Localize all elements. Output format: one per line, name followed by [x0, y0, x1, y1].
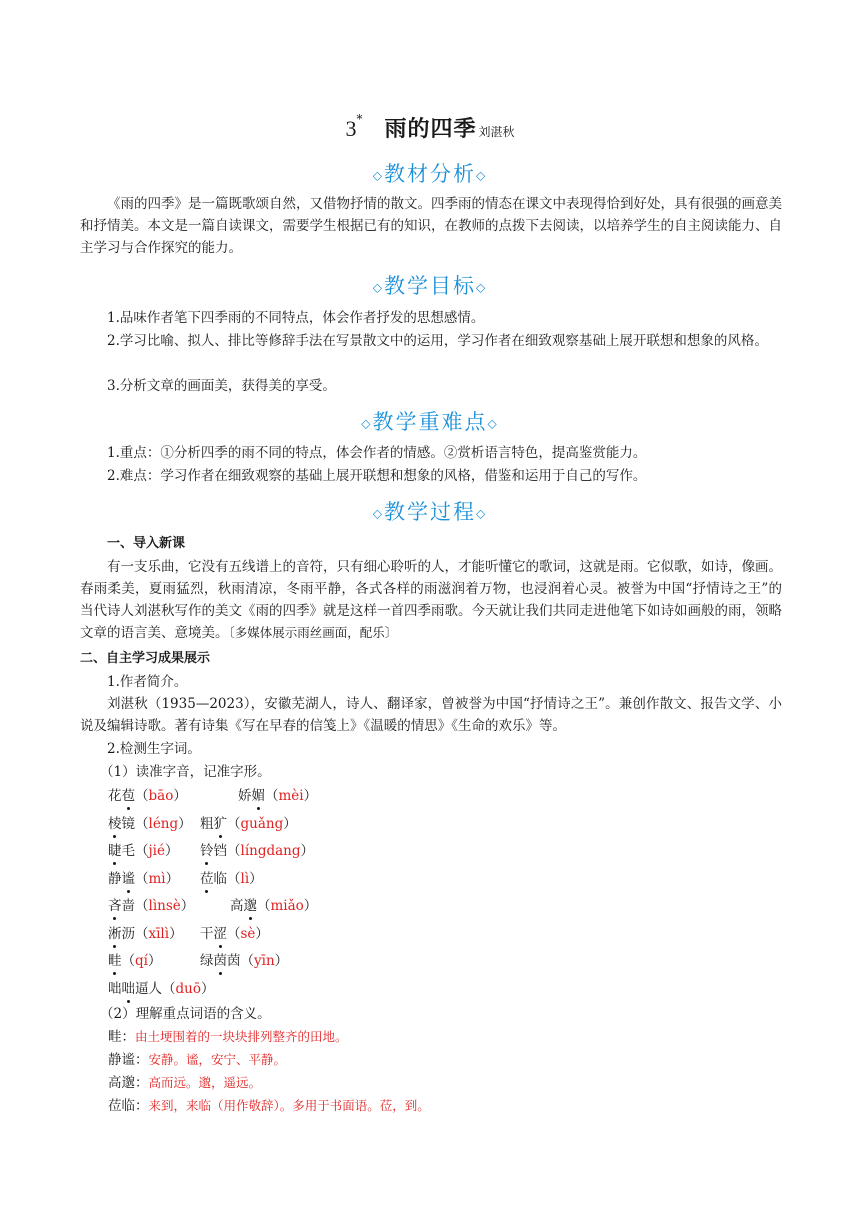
- pinyin: （guǎng）: [227, 815, 297, 832]
- word-text: 铛: [213, 843, 227, 859]
- section-title: 教学目标: [384, 274, 476, 298]
- sub-item-pronunciation: （1）读准字音，记准字形。: [100, 764, 271, 780]
- vocab-word: [108, 978, 214, 1000]
- word-text: 毛: [121, 843, 135, 859]
- word-text: 静: [108, 870, 122, 887]
- sub-item-meaning: （2）理解重点词语的含义。: [100, 1006, 271, 1022]
- definition-item: [108, 1095, 430, 1117]
- lesson-number: 3: [345, 116, 357, 141]
- target-character: 棱: [108, 813, 122, 835]
- vocab-word: [200, 868, 263, 890]
- pinyin: （língdang）: [227, 843, 314, 859]
- intro-paragraph: [80, 556, 782, 644]
- diamond-icon: ◇: [372, 280, 384, 295]
- pinyin: （mì）: [135, 870, 180, 887]
- author-paragraph: 刘湛秋（1935—2023），安徽芜湖人，诗人、翻译家，曾被誉为中国“抒情诗之王”。兼创作散文、报告文学、小说及编辑诗歌。著有诗集《写在早春的信笺上》《温暖的情思》《生命的欢乐》等。: [80, 696, 782, 734]
- target-character: 铃: [200, 840, 214, 862]
- definition-item: [108, 1049, 286, 1071]
- diamond-icon: ◇: [476, 280, 488, 295]
- diamond-icon: ◇: [487, 416, 499, 431]
- vocab-word: [108, 950, 161, 972]
- diamond-icon: ◇: [361, 416, 373, 431]
- diamond-icon: ◇: [372, 168, 384, 183]
- section-heading-analysis: [0, 158, 860, 188]
- part2-heading: 二、自主学习成果展示: [80, 651, 211, 666]
- pinyin: （miǎo）: [257, 898, 318, 914]
- target-character: 犷: [214, 813, 228, 835]
- definition-item: [108, 1072, 261, 1094]
- pinyin: （jié）: [135, 843, 179, 859]
- keypoint-item: 2.难点：学习作者在细致观察的基础上展开联想和想象的风格，借鉴和运用于自己的写作。: [107, 468, 647, 484]
- section-title: 教材分析: [384, 162, 476, 186]
- section-title: 教学重难点: [372, 410, 488, 434]
- pinyin: （qí）: [121, 953, 162, 969]
- analysis-paragraph: 《雨的四季》是一篇既歌颂自然，又借物抒情的散文。四季雨的情态在课文中表现得恰到好处，具有很强的画意美和抒情美。本文是一篇自读课文，需要学生根据已有的知识，在教师的点拨下去阅读，以培养学生的自主阅读能力、自主学习与合作探究的能力。: [80, 196, 782, 256]
- vocab-word: [108, 895, 194, 917]
- word-text: 沥: [121, 925, 135, 942]
- pinyin: （yīn）: [240, 953, 289, 969]
- keypoint-item: 1.重点：①分析四季的雨不同的特点，体会作者的情感。②赏析语言特色，提高鉴赏能力。: [107, 445, 647, 461]
- vocab-word: [108, 923, 183, 945]
- word-text: 高: [230, 898, 244, 914]
- vocab-word: [200, 923, 269, 945]
- target-character: 莅: [200, 868, 214, 890]
- author-name: 刘湛秋: [478, 125, 515, 139]
- target-character: 邈: [244, 895, 258, 917]
- section-heading-process: [0, 496, 860, 526]
- definition-term: 静谧：: [108, 1052, 149, 1068]
- word-text: 逼人: [135, 980, 162, 997]
- vocab-word: [108, 785, 187, 807]
- media-note: 〔多媒体展示雨丝画面，配乐〕: [228, 625, 398, 640]
- word-text: 粗: [200, 815, 214, 832]
- definition-text: 高而远。邈，遥远。: [148, 1075, 262, 1090]
- section-heading-keypoints: [0, 406, 860, 436]
- vocab-word: [200, 813, 297, 835]
- word-text: 娇: [238, 788, 252, 804]
- target-character: 谧: [122, 868, 136, 890]
- self-study-mark: *: [356, 112, 363, 126]
- section-title: 教学过程: [384, 500, 476, 524]
- pinyin: （lìnsè）: [135, 898, 195, 914]
- target-character: 媚: [252, 785, 266, 807]
- target-character: 淅: [108, 923, 122, 945]
- section-heading-goals: [0, 270, 860, 300]
- pinyin: （duō）: [162, 980, 215, 997]
- vocab-word: [230, 895, 317, 917]
- part1-heading: 一、导入新课: [107, 536, 186, 551]
- target-character: 苞: [122, 785, 136, 807]
- target-character: 吝: [108, 895, 122, 917]
- goal-item: 3.分析文章的画面美，获得美的享受。: [107, 378, 336, 394]
- word-text: 镜: [121, 815, 135, 832]
- pinyin: （léng）: [135, 815, 192, 832]
- word-text: 临: [213, 870, 227, 887]
- pinyin: （sè）: [227, 925, 269, 942]
- definition-term: 畦：: [108, 1029, 135, 1045]
- word-text: 绿: [200, 953, 214, 969]
- lesson-title: [0, 112, 860, 143]
- item-words-check: 2.检测生字词。: [107, 741, 201, 757]
- word-text: 啬: [121, 898, 135, 914]
- item-author-intro: 1.作者简介。: [107, 674, 188, 690]
- pinyin: （xīlì）: [135, 925, 183, 942]
- vocab-word: [200, 950, 288, 972]
- vocab-word: [200, 840, 314, 862]
- pinyin: （bāo）: [135, 788, 187, 804]
- word-text: 咄: [108, 980, 122, 997]
- goal-item: 1.品味作者笔下四季雨的不同特点，体会作者抒发的思想感情。: [107, 310, 485, 326]
- definition-text: 由土埂围着的一块块排列整齐的田地。: [135, 1029, 348, 1044]
- goal-item: 2.学习比喻、拟人、排比等修辞手法在写景散文中的运用，学习作者在细致观察基础上展开联想和想象的风格。: [107, 333, 768, 349]
- target-character: 咄: [122, 978, 136, 1000]
- definition-text: 来到，来临（用作敬辞）。多用于书面语。莅，到。: [148, 1098, 430, 1113]
- target-character: 畦: [108, 950, 122, 972]
- pinyin: （lì）: [227, 870, 263, 887]
- vocab-word: [108, 840, 179, 862]
- definition-term: 莅临：: [108, 1098, 149, 1114]
- target-character: 涩: [214, 923, 228, 945]
- intro-text: 有一支乐曲，它没有五线谱上的音符，只有细心聆听的人，才能听懂它的歌词，这就是雨。它似歌，如诗，像画。春雨柔美，夏雨猛烈，秋雨清凉，冬雨平静，各式各样的雨滋润着万物，也浸润着心灵。被誉为中国“抒情诗之王”的当代诗人刘湛秋写作的美文《雨的四季》就是这样一首四季雨歌。今天就让我们共同走进他笔下如诗如画般的雨，领略文章的语言美、意境美。: [80, 559, 782, 641]
- title-text: 雨的四季: [384, 117, 477, 142]
- word-text: 花: [108, 788, 122, 804]
- diamond-icon: ◇: [476, 506, 488, 521]
- word-text: 茵: [227, 953, 241, 969]
- pinyin: （mèi）: [265, 788, 318, 804]
- vocab-word: [238, 785, 317, 807]
- target-character: 睫: [108, 840, 122, 862]
- definition-item: [108, 1026, 348, 1048]
- diamond-icon: ◇: [476, 168, 488, 183]
- vocab-word: [108, 813, 192, 835]
- definition-text: 安静。谧，安宁、平静。: [148, 1052, 287, 1067]
- word-text: 干: [200, 925, 214, 942]
- vocab-word: [108, 868, 179, 890]
- diamond-icon: ◇: [372, 506, 384, 521]
- definition-term: 高邈：: [108, 1075, 149, 1091]
- target-character: 茵: [214, 950, 228, 972]
